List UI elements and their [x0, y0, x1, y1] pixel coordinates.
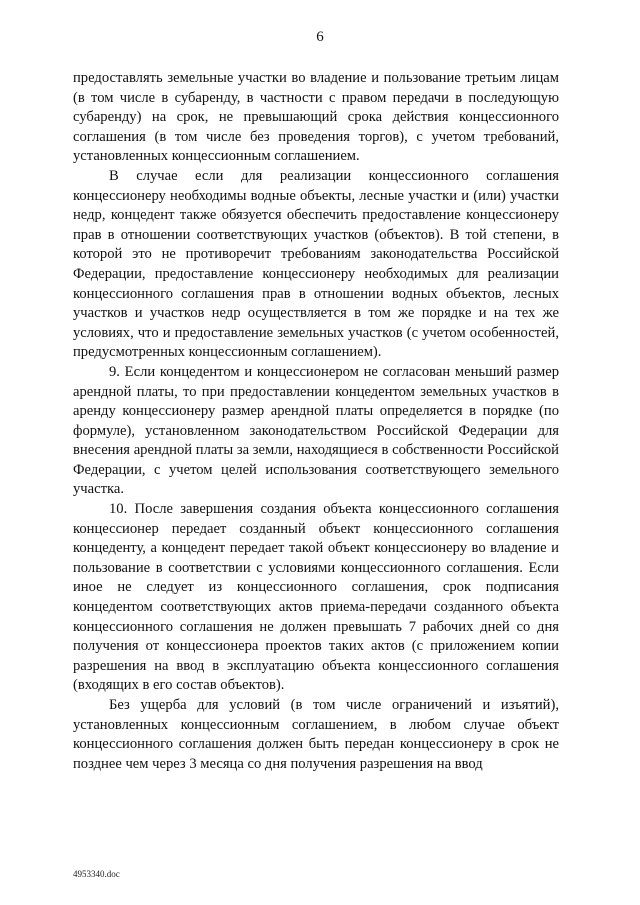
- page-number: 6: [316, 29, 324, 45]
- footer-file-name: 4953340.doc: [73, 869, 120, 879]
- paragraph-continuation: предоставлять земельные участки во владение и пользование третьим лицам (в том числе в субаренду, в частности с правом передачи в последующую субаренду) на срок, не превышающий срока действия концессионного соглашения (в том числе без проведения торгов), с учетом требований, установленных концессионным соглашением.: [73, 70, 559, 165]
- paragraph-clause-9-rent: 9. Если концедентом и концессионером не согласован меньший размер арендной платы, то при предоставлении концедентом земельных участков в аренду концессионеру размер арендной платы определяется в порядке (по формуле), установленном законодательством Российской Федерации для внесения арендной платы за земли, находящиеся в собственности Российской Федерации, с учетом целей использования соответствующего земельного участка.: [73, 363, 559, 498]
- paragraph-water-forest-subsoil: В случае если для реализации концессионного соглашения концессионеру необходимы водные объекты, лесные участки и (или) участки недр, концедент также обязуется обеспечить предоставление концессионеру прав в отношении соответствующих участков (объектов). В той степени, в которой это не противоречит требованиям законодательства Российской Федерации, предоставление концессионеру необходимых для реализации концессионного соглашения прав в отношении водных объектов, лесных участков и участков недр осуществляется в том же порядке и на тех же условиях, что и предоставление земельных участков (с учетом особенностей, предусмотренных концессионным соглашением).: [73, 167, 559, 361]
- paragraph-transfer-deadline: Без ущерба для условий (в том числе ограничений и изъятий), установленных концессионным соглашением, в любом случае объект концессионного соглашения должен быть передан концессионеру в срок не позднее чем через 3 месяца со дня получения разрешения на ввод: [73, 697, 559, 772]
- paragraph-clause-10-transfer: 10. После завершения создания объекта концессионного соглашения концессионер передает созданный объект концессионного соглашения концеденту, а концедент передает такой объект концессионеру во владение и пользование в соответствии с условиями концессионного соглашения. Если иное не следует из концессионного соглашения, срок подписания концедентом соответствующих актов приема-передачи созданного объекта концессионного соглашения не должен превышать 7 рабочих дней со дня получения от концессионера проектов таких актов (с приложением копии разрешения на ввод в эксплуатацию объекта концессионного соглашения (входящих в его состав объектов).: [73, 501, 559, 694]
- document-body: [73, 69, 559, 774]
